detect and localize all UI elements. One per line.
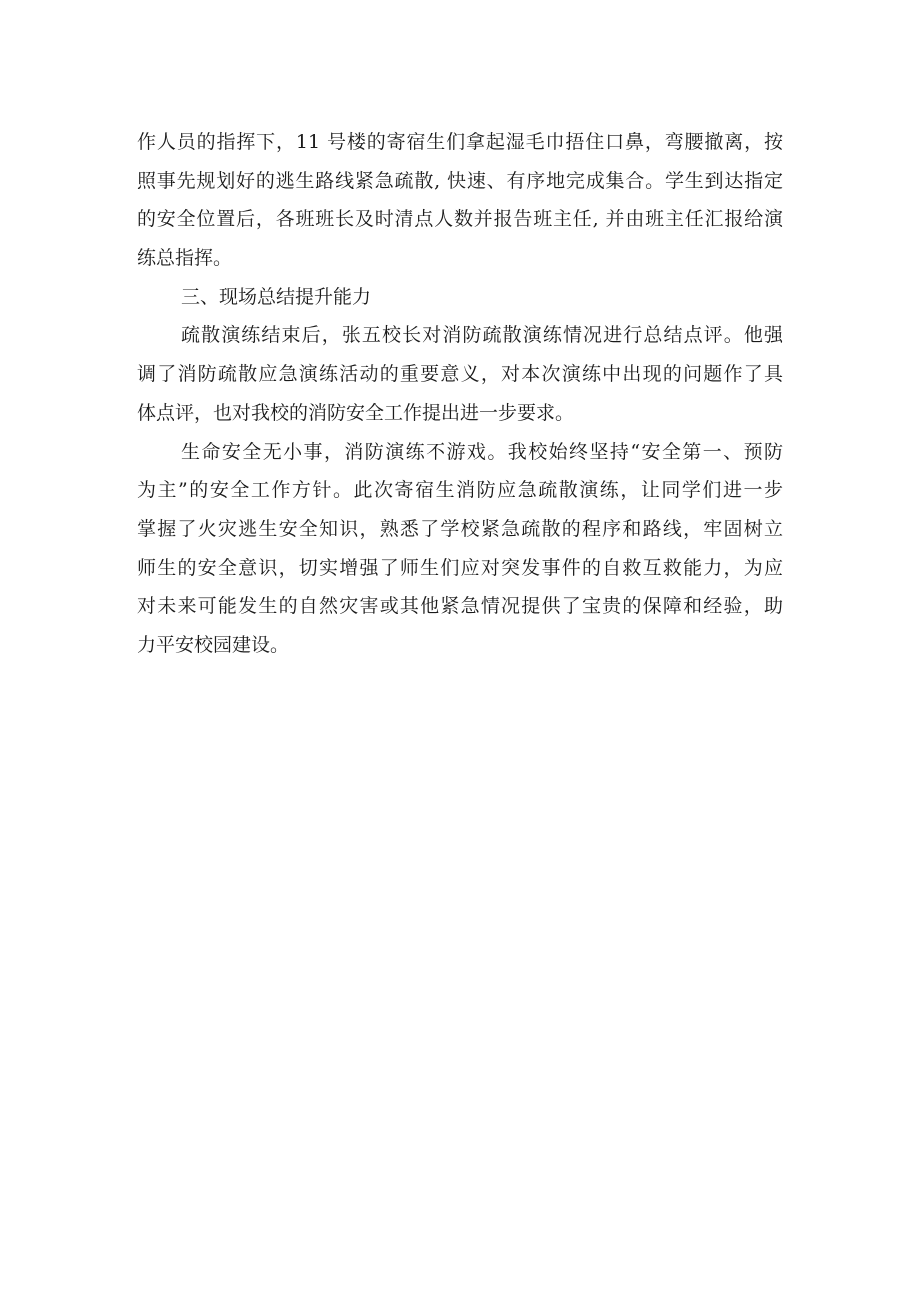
section-heading: 三、现场总结提升能力 (181, 285, 372, 308)
text-line: 体点评，也对我校的消防安全工作提出进一步要求。 (137, 401, 575, 424)
text-line: 对未来可能发生的自然灾害或其他紧急情况提供了宝贵的保障和经验，助 (137, 595, 783, 618)
paragraph-principal-summary (137, 316, 783, 432)
text-line: 练总指挥。 (137, 247, 233, 270)
text-line: 调了消防疏散应急演练活动的重要意义，对本次演练中出现的问题作了具 (137, 363, 783, 386)
text-line: 为主”的安全工作方针。此次寄宿生消防应急疏散演练，让同学们进一步 (137, 479, 783, 502)
text-line: 的安全位置后，各班班长及时清点人数并报告班主任, 并由班主任汇报给演 (137, 208, 783, 231)
paragraph-safety-conclusion (137, 433, 783, 665)
text-line: 作人员的指挥下，11 号楼的寄宿生们拿起湿毛巾捂住口鼻，弯腰撤离，按 (137, 131, 783, 153)
text-line: 疏散演练结束后，张五校长对消防疏散演练情况进行总结点评。他强 (181, 324, 783, 347)
paragraph-evacuation-drill (137, 123, 783, 278)
document-body (137, 123, 783, 665)
text-line: 生命安全无小事，消防演练不游戏。我校始终坚持“安全第一、预防 (181, 440, 783, 463)
text-line: 师生的安全意识，切实增强了师生们应对突发事件的自救互救能力，为应 (137, 556, 783, 579)
text-line: 掌握了火灾逃生安全知识，熟悉了学校紧急疏散的程序和路线，牢固树立 (137, 517, 783, 540)
text-line: 力平安校园建设。 (137, 633, 290, 656)
text-line: 照事先规划好的逃生路线紧急疏散, 快速、有序地完成集合。学生到达指定 (137, 169, 783, 192)
